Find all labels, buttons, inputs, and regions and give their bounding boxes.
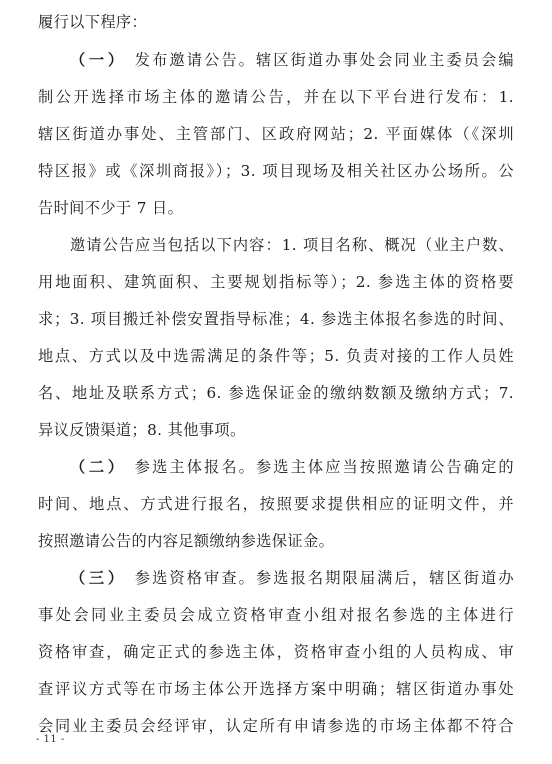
text-line: 辖区街道办事处、主管部门、区政府网站；2. 平面媒体（《深圳 [38, 125, 514, 143]
section-heading-line [70, 50, 514, 70]
line-text: 发布邀请公告。辖区街道办事处会同业主委员会编 [134, 51, 514, 69]
text-line: 异议反馈渠道；8. 其他事项。 [38, 421, 246, 439]
text-line: 名、地址及联系方式；6. 参选保证金的缴纳数额及缴纳方式；7. [38, 384, 514, 402]
line-text: 参选主体报名。参选主体应当按照邀请公告确定的 [134, 458, 514, 476]
text-line: 按照邀请公告的内容足额缴纳参选保证金。 [38, 532, 335, 550]
section-heading-line [70, 457, 514, 477]
section-number: （三） [70, 569, 127, 587]
text-line: 用地面积、建筑面积、主要规划指标等）；2. 参选主体的资格要 [38, 273, 514, 291]
section-heading-line [70, 568, 514, 588]
text-line: 事处会同业主委员会成立资格审查小组对报名参选的主体进行 [38, 606, 514, 624]
text-line: 求；3. 项目搬迁补偿安置指导标准；4. 参选主体报名参选的时间、 [38, 310, 514, 328]
line-text: 履行以下程序： [38, 13, 148, 31]
text-line: 制公开选择市场主体的邀请公告，并在以下平台进行发布：1. [38, 88, 514, 106]
line-text: 参选资格审查。参选报名期限届满后，辖区街道办 [134, 569, 514, 587]
text-line: 告时间不少于 7 日。 [38, 199, 184, 217]
text-line: 查评议方式等在市场主体公开选择方案中明确；辖区街道办事处 [38, 680, 514, 698]
section-number: （二） [70, 458, 127, 476]
text-line [38, 12, 514, 32]
section-number: （一） [70, 51, 127, 69]
text-line: 特区报》或《深圳商报》）；3. 项目现场及相关社区办公场所。公 [38, 162, 514, 180]
text-line: 邀请公告应当包括以下内容：1. 项目名称、概况（业主户数、 [70, 236, 514, 254]
text-line: 资格审查，确定正式的参选主体，资格审查小组的人员构成、审 [38, 643, 514, 661]
page-number: - 11 - [36, 734, 65, 745]
text-line: 地点、方式以及中选需满足的条件等；5. 负责对接的工作人员姓 [38, 347, 514, 365]
text-line: 会同业主委员会经评审，认定所有申请参选的市场主体都不符合 [38, 717, 514, 735]
text-line: 时间、地点、方式进行报名，按照要求提供相应的证明文件，并 [38, 495, 514, 513]
